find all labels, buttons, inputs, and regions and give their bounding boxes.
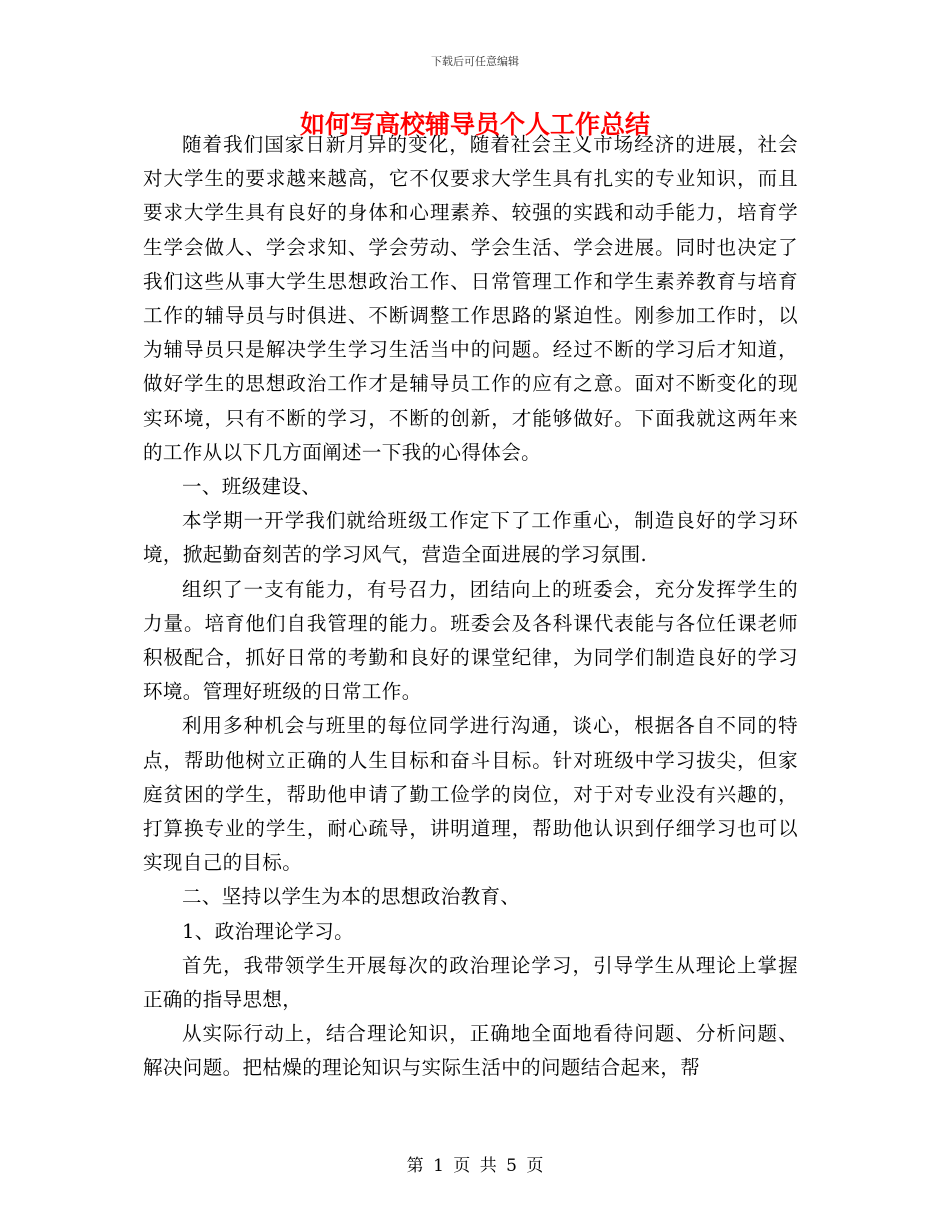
paragraph: 从实际行动上，结合理论知识，正确地全面地看待问题、分析问题、解决问题。把枯燥的理论知识与实际生活中的问题结合起来，帮 xyxy=(143,1022,798,1080)
section-heading-student-oriented: 二、坚持以学生为本的思想政治教育、 xyxy=(182,885,521,909)
header-note: 下载后可任意编辑 xyxy=(431,55,519,68)
paragraph: 首先，我带领学生开展每次的政治理论学习，引导学生从理论上掌握正确的指导思想， xyxy=(143,953,798,1012)
document-body xyxy=(143,128,798,1086)
subsection-heading-political-theory: 1、政治理论学习。 xyxy=(182,919,355,943)
paragraph: 利用多种机会与班里的每位同学进行沟通，谈心，根据各自不同的特点，帮助他树立正确的人生目标和奋斗目标。针对班级中学习拔尖，但家庭贫困的学生，帮助他申请了勤工俭学的岗位，对于对专业没有兴趣的，打算换专业的学生，耐心疏导，讲明道理，帮助他认识到仔细学习也可以实现自己的目标。 xyxy=(143,714,798,875)
paragraph: 组织了一支有能力，有号召力，团结向上的班委会，充分发挥学生的力量。培育他们自我管理的能力。班委会及各科课代表能与各位任课老师积极配合，抓好日常的考勤和良好的课堂纪律，为同学们制造良好的学习环境。管理好班级的日常工作。 xyxy=(143,577,798,704)
document-title: 如何写高校辅导员个人工作总结 xyxy=(299,110,650,139)
section-heading-class-building: 一、班级建设、 xyxy=(182,475,322,499)
paragraph: 本学期一开学我们就给班级工作定下了工作重心，制造良好的学习环境，掀起勤奋刻苦的学习风气，营造全面进展的学习氛围. xyxy=(143,509,798,567)
page-number: 第 1 页 共 5 页 xyxy=(406,1156,544,1176)
paragraph-intro: 随着我们国家日新月异的变化，随着社会主义市场经济的进展，社会对大学生的要求越来越高，它不仅要求大学生具有扎实的专业知识，而且要求大学生具有良好的身体和心理素养、较强的实践和动手能力，培育学生学会做人、学会求知、学会劳动、学会生活、学会进展。同时也决定了我们这些从事大学生思想政治工作、日常管理工作和学生素养教育与培育工作的辅导员与时俱进、不断调整工作思路的紧迫性。刚参加工作时，以为辅导员只是解决学生学习生活当中的问题。经过不断的学习后才知道，做好学生的思想政治工作才是辅导员工作的应有之意。面对不断变化的现实环境，只有不断的学习，不断的创新，才能够做好。下面我就这两年来的工作从以下几方面阐述一下我的心得体会。 xyxy=(143,133,798,464)
